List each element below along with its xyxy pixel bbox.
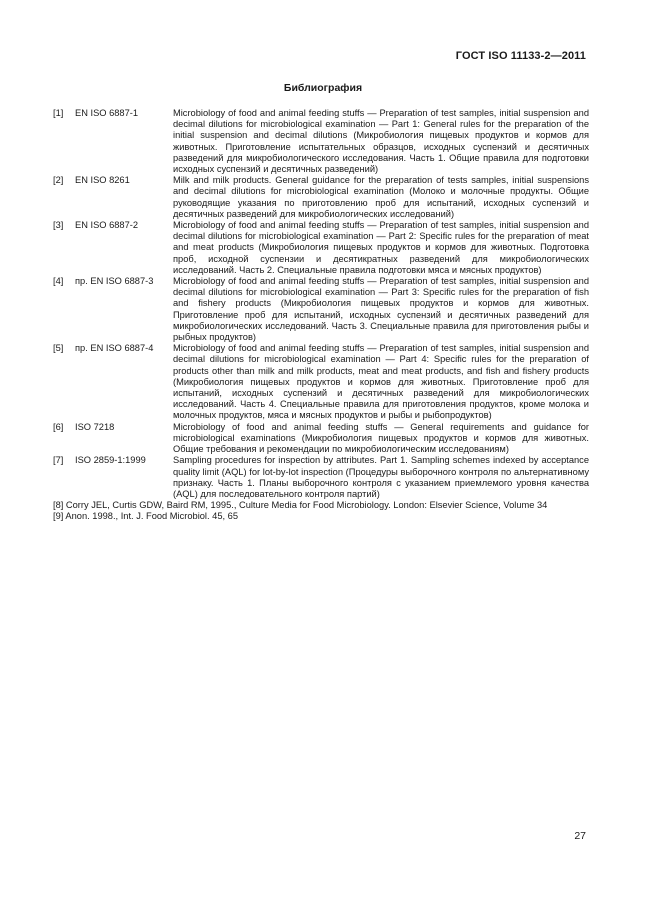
entry-standard-code: пр. EN ISO 6887-4 (75, 343, 154, 354)
entry-number: [5] (53, 343, 64, 354)
entry-text: Milk and milk products. General guidance for the preparation of tests samples, initial suspensions and decimal dilutions for microbiological examination (Молоко и молочные продукты. Общие руководящие указания по приготовлению проб для испытаний, исходных суспензий и десятичных разведений для микробиологических исследований) (173, 175, 589, 219)
bibliography-entry (53, 108, 589, 175)
entry-text: Microbiology of food and animal feeding stuffs — Preparation of test samples, initial suspension and decimal dilutions for microbiological examination — Part 1: General rules for the preparation of the initial suspension and decimal dilutions (Микробиология пищевых продуктов и кормов для животных. Приготовление испытательных образцов, исходных суспензий и десятичных разведений для микробиологического исследования. Часть 1. Общие правила для подготовки исходных суспензий и десятичных разведений) (173, 108, 589, 175)
entry-number: [6] (53, 421, 64, 432)
bibliography-list (53, 108, 589, 523)
entry-text: Microbiology of food and animal feeding stuffs — Preparation of test samples, initial suspension and decimal dilutions for microbiological examination — Part 4: Specific rules for the preparation of products other than milk and milk products, meat and meat products, and fish and fishery products (Микробиология пищевых продуктов и кормов для животных. Приготовление проб для испытаний, исходных суспензий и десятичных разведений для микробиологических исследований. Часть 4. Специальные правила для приготовления продуктов, кроме молока и молочных продуктов, мяса и мясных продуктов и рыбы и рыбопродуктов) (173, 343, 589, 421)
entry-number: [2] (53, 175, 64, 186)
bibliography-entry-plain: [8] Corry JEL, Curtis GDW, Baird RM, 1995., Culture Media for Food Microbiology. London: Elsevier Science, Volume 34 (53, 500, 548, 511)
bibliography-entry (53, 276, 589, 343)
entry-standard-code: ISO 2859-1:1999 (75, 455, 146, 466)
bibliography-entry (53, 455, 589, 500)
entry-standard-code: ISO 7218 (75, 421, 115, 432)
entry-text: Microbiology of food and animal feeding stuffs — Preparation of test samples, initial suspension and decimal dilutions for microbiological examination — Part 2: Specific rules for the preparation of meat and meat products (Микробиология пищевых продуктов и кормов для животных. Подготовка проб, исходной суспензии и десятикратных разведений для микробиологических исследований. Часть 2. Специальные правила подготовки мяса и мясных продуктов) (173, 220, 589, 275)
bibliography-entry (53, 220, 589, 276)
bibliography-entry (53, 343, 589, 421)
document-code: ГОСТ ISO 11133-2—2011 (455, 50, 586, 62)
entry-text: Microbiology of food and animal feeding stuffs — Preparation of test samples, initial suspension and decimal dilutions for microbiological examination — Part 3: Specific rules for the preparation of fish and fishery products (Микробиология пищевых продуктов и кормов для животных. Приготовление проб для испытаний, исходных суспензий и десятичных разведений для микробиологических исследований. Часть 3. Специальные правила для приготовления рыбы и рыбных продуктов) (173, 276, 589, 343)
entry-standard-code: EN ISO 6887-1 (75, 108, 139, 118)
entry-number: [3] (53, 220, 64, 231)
entry-number: [1] (53, 108, 64, 118)
entry-standard-code: EN ISO 8261 (75, 175, 130, 186)
section-title: Библиография (283, 82, 363, 94)
entry-text: Microbiology of food and animal feeding stuffs — General requirements and guidance for microbiological examinations (Микробиология пищевых продуктов и кормов для животных. Общие требования и рекомендации по микробиологическим исследованиям) (173, 421, 589, 455)
entry-number: [7] (53, 455, 64, 466)
page-number: 27 (574, 830, 586, 842)
bibliography-entry (53, 422, 589, 456)
bibliography-entry (53, 175, 589, 220)
bibliography-entry-plain: [9] Anon. 1998., Int. J. Food Microbiol. 45, 65 (53, 511, 239, 522)
entry-text: Sampling procedures for inspection by attributes. Part 1. Sampling schemes indexed by acceptance quality limit (AQL) for lot-by-lot inspection (Процедуры выборочного контроля по альтернативному признаку. Часть 1. Планы выборочного контроля с указанием приемлемого уровня качества (AQL) для последовательного контроля партий) (173, 455, 589, 499)
entry-number: [4] (53, 276, 64, 287)
entry-standard-code: EN ISO 6887-2 (75, 220, 139, 231)
entry-standard-code: пр. EN ISO 6887-3 (75, 276, 154, 287)
